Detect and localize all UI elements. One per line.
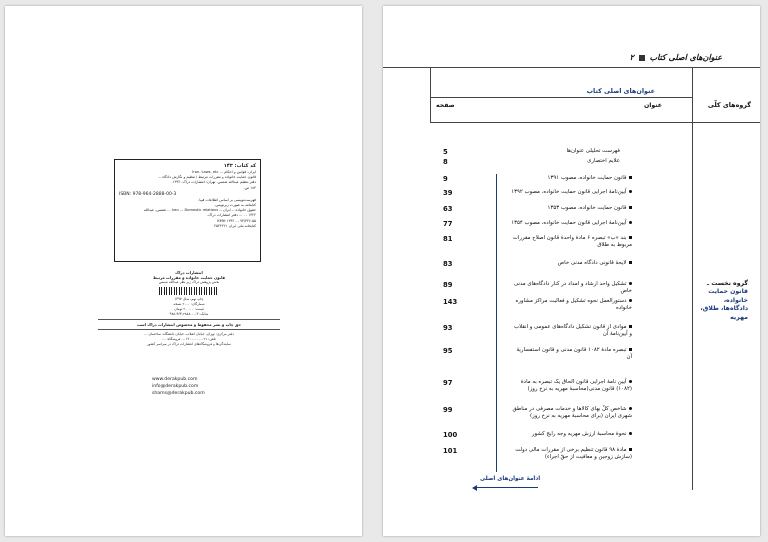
- cip-line: ۱۳۲۲ - . ... دفتر انتشارات دراک.: [206, 213, 256, 218]
- toc-entry-title: قانون حمایت خانواده، مصوب ۱۳۵۳: [547, 205, 627, 211]
- toc-entry-page: 143: [443, 298, 458, 306]
- toc-entry-page: 100: [443, 431, 458, 439]
- barcode-image: [159, 287, 219, 295]
- toc-entry-title: مادۀ ۹۸ قانون تنظیم برخی از مقررات مالی دولت (سازش زوجین و معافیت از حقّ اجراء): [515, 447, 632, 460]
- isbn-fa: شابک: ۳-۰۰-۲۸۸۸-۹۶۴-۹۷۸: [169, 312, 209, 316]
- page-header: [630, 53, 722, 62]
- toc-entry-page: 93: [443, 324, 453, 332]
- toc-entry-title: تشکیل واحد ارشاد و امداد در کنار دادگاه‌های مدنی خاص: [513, 281, 632, 294]
- bullet-circle-icon: [629, 299, 633, 303]
- bullet-square-icon: [629, 325, 633, 329]
- toc-entry[interactable]: [510, 406, 632, 420]
- toc-entry-title: دستورالعمل نحوه تشکیل و فعالیت مراکز مشاوره خانواده: [515, 298, 632, 311]
- toc-entry-page: 81: [443, 235, 453, 243]
- toc-entry-page: 77: [443, 220, 453, 228]
- group-name-line: قانون حمایت: [708, 288, 748, 296]
- group-name-line: مهریه: [730, 313, 748, 321]
- bullet-square-icon: [629, 236, 633, 240]
- toc-entry[interactable]: [510, 189, 632, 196]
- toc-entry-page: 101: [443, 447, 458, 455]
- toc-entry-page: 83: [443, 260, 453, 268]
- column-divider: [692, 67, 693, 490]
- toc-entry[interactable]: [510, 175, 632, 182]
- rights-notice: حق چاپ و نشر محفوظ و مخصوص انتشارات دراک است: [136, 322, 242, 327]
- credit: بخش پژوهش دراک زیر نظر عبدالله شمس: [158, 280, 220, 284]
- continue-link[interactable]: ادامۀ عنوان‌های اصلی: [480, 476, 541, 482]
- publisher-name: انتشارات دراک: [175, 270, 203, 275]
- toc-entry-page: 99: [443, 406, 453, 414]
- toc-entry[interactable]: [510, 235, 632, 249]
- bullet-square-icon: [629, 348, 633, 352]
- toc-entry[interactable]: [510, 379, 632, 393]
- toc-entry[interactable]: [510, 220, 632, 227]
- right-page: [383, 6, 760, 536]
- toc-entry-title: فهرست تحلیلی عنوان‌ها: [566, 148, 620, 154]
- toc-entry-page: 8: [443, 158, 448, 166]
- cip-line: ۱۸۴ ص.: [243, 185, 256, 190]
- book-code: کد کتاب: ۱۴۳: [223, 163, 256, 169]
- toc-entry[interactable]: [510, 148, 620, 155]
- toc-entry-page: 89: [443, 281, 453, 289]
- toc-entry-page: 39: [443, 189, 453, 197]
- website-link[interactable]: www.derakpub.com: [152, 377, 198, 382]
- cip-line: KMH ۱۳۹۲ ... ۹۳/۳۴۶-۵۵: [217, 218, 256, 223]
- bullet-circle-icon: [629, 282, 633, 286]
- isbn: ISBN: 978-964-2888-00-3: [119, 191, 177, 197]
- square-icon: [639, 55, 645, 61]
- bullet-square-icon: [629, 261, 633, 265]
- bullet-circle-icon: [629, 221, 633, 225]
- cip-line: ایران. قوانین و احکام ... Iran. Laws, etc: [192, 170, 256, 174]
- header-number: ۲: [629, 53, 634, 62]
- bullet-circle-icon: [629, 190, 633, 194]
- toc-entry[interactable]: [510, 260, 632, 267]
- divider: [98, 329, 280, 330]
- toc-entry-title: موادی از قانون تشکیل دادگاه‌های عمومی و انقلاب و آیین‌نامۀ آن: [514, 324, 632, 337]
- toc-entry[interactable]: [510, 158, 620, 165]
- bullet-square-icon: [629, 448, 633, 452]
- header-title: عنوان‌های اصلی کتاب: [649, 53, 722, 62]
- toc-entry-page: 97: [443, 379, 453, 387]
- cip-line: کتابخانه ملی ایران ۲۵۴۴۲۶۱: [214, 223, 256, 228]
- email-link[interactable]: info@derakpub.com: [152, 384, 199, 389]
- toc-entry-page: 5: [443, 148, 448, 156]
- toc-entry-title: قانون حمایت خانواده، مصوب ۱۳۹۱: [547, 175, 627, 181]
- toc-entry-title: شاخص کلّ بهای کالاها و خدمات مصرفی در مناطق شهری ایران (برای محاسبۀ مهریه به نرخ روز): [512, 406, 632, 419]
- toc-entry[interactable]: [510, 324, 632, 338]
- price: قیمت: ۰۰۰ ۲۰ تومان: [174, 307, 204, 311]
- header-rule: [383, 67, 760, 68]
- toc-entry-page: 63: [443, 205, 453, 213]
- group-column-header: گروه‌های کلّی: [707, 101, 751, 109]
- cip-line: قانون حمایت خانواده و مقررات مرتبط / تنظیم و نگارش دادگاه ...: [157, 175, 256, 180]
- group-name-line: دادگاه‌ها، طلاق،: [700, 305, 748, 313]
- toc-entry-page: 95: [443, 347, 453, 355]
- toc-entry[interactable]: [510, 347, 632, 361]
- toc-entry-title: بند «ب» تبصره ۶ مادۀ واحدۀ قانون اصلاح مقررات مربوط به طلاق: [512, 235, 632, 248]
- group-heading: گروه نخست ـ: [707, 280, 748, 287]
- address-line: تلفن: ۰۲۱-۶۶۰۰۰۰۰۰ ... فروشگاه: ...: [162, 337, 216, 341]
- toc-entry[interactable]: [510, 281, 632, 295]
- page-column-header: صفحه: [436, 102, 455, 109]
- toc-entry[interactable]: [510, 431, 632, 438]
- edition: چاپ نهم، سال ۱۳۹۷: [174, 297, 204, 301]
- group-label: [698, 280, 748, 322]
- group-name-line: خانواده،: [723, 296, 748, 304]
- bullet-square-icon: [629, 176, 633, 180]
- bullet-circle-icon: [629, 432, 633, 436]
- arrow-left-icon: [476, 487, 538, 488]
- cip-box: [114, 159, 261, 262]
- email-link[interactable]: shams@derakpub.com: [152, 391, 205, 396]
- toc-entry[interactable]: [510, 447, 632, 461]
- address-line: دفتر مرکزی: تهران، خیابان انقلاب، خیابان دانشگاه، ساختمان ...: [144, 332, 234, 336]
- toc-entry[interactable]: [510, 205, 632, 212]
- toc-entry-title: آیین‌نامۀ اجرایی قانون حمایت خانواده، مصوب ۱۳۹۲: [511, 189, 627, 195]
- cip-line: دفتر تنظیم عبدالله شمس. تهران: انتشارات دراک، ۱۳۹۲.: [171, 180, 256, 185]
- left-page: [5, 6, 362, 536]
- contact-block: [152, 376, 228, 397]
- toc-entry-title: نحوۀ محاسبۀ ارزش مهریه وجه رایج کشور: [531, 431, 627, 437]
- table-border: [430, 67, 431, 123]
- toc-entry-title: آیین‌نامۀ اجرایی قانون حمایت خانواده، مصوب ۱۳۵۴: [511, 220, 627, 226]
- main-titles-heading: عنوان‌های اصلی کتاب: [586, 87, 655, 95]
- toc-entry-title: علایم اختصاری: [587, 158, 620, 164]
- cip-line: فهرست‌نویسی بر اساس اطلاعات فیپا.: [198, 197, 256, 202]
- title-column-header: عنوان: [643, 102, 662, 109]
- cip-line: حقوق خانواده -- ایران -- Iran ... Domestic relations ... شمس، عبدالله: [143, 208, 256, 213]
- bullet-circle-icon: [629, 407, 633, 411]
- bullet-circle-icon: [629, 380, 633, 384]
- divider: [98, 319, 280, 320]
- table-header-rule: [430, 122, 760, 123]
- subheader-rule: [430, 97, 692, 98]
- book-title: قانون حمایت خانواده و مقررات مرتبط: [152, 275, 226, 280]
- print-run: شمارگان: ۲۰۰۰ نسخه: [173, 302, 205, 306]
- toc-entry-title: آیین نامۀ اجرایی قانون الحاق یک تبصره به مادۀ (۱۰۸۲) قانون مدنی(محاسبۀ مهریه به نرخ روز): [520, 379, 632, 392]
- address-line: نمایندگی‌ها و فروشگاه‌های انتشارات دراک در سراسر کشور: [147, 342, 231, 346]
- toc-entry[interactable]: [510, 298, 632, 312]
- toc-entry-page: 9: [443, 175, 448, 183]
- group-bracket: [496, 174, 497, 472]
- cip-line: کتابنامه به صورت زیرنویس.: [214, 203, 256, 208]
- toc-entry-title: تبصره مادۀ ۱۰۸۲ قانون مدنی و قانون استفساریۀ آن: [516, 347, 632, 360]
- bullet-square-icon: [629, 206, 633, 210]
- publisher-block: [98, 270, 280, 347]
- toc-entry-title: لایحۀ قانونی دادگاه مدنی خاص: [557, 260, 627, 266]
